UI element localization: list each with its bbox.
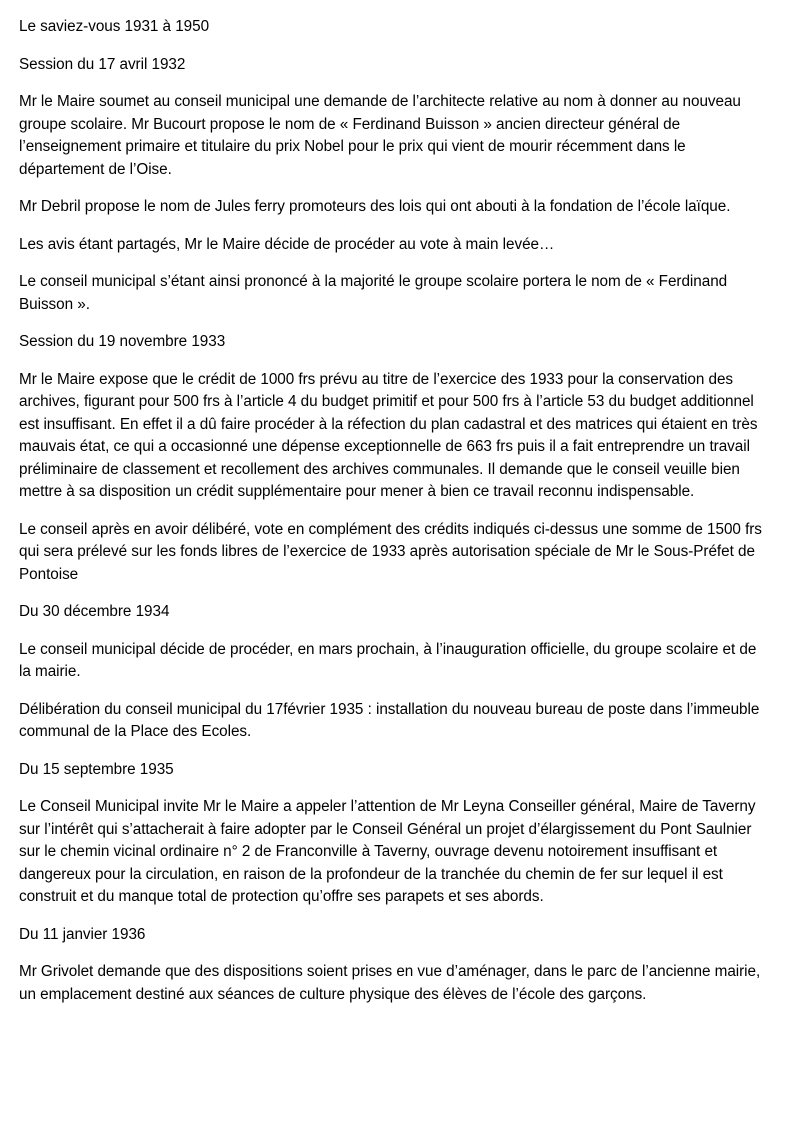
paragraph: Les avis étant partagés, Mr le Maire décide de procéder au vote à main levée… [19,235,555,253]
paragraph: Le conseil après en avoir délibéré, vote en complément des crédits indiqués ci-dessus une somme de 1500 frs qui sera prélevé sur les fonds libres de l’exercice de 1933 après autorisation spéciale de Mr le Sous-Préfet de Pontoise [19,520,762,583]
session-heading: Session du 19 novembre 1933 [19,333,226,350]
document-page [19,16,771,1021]
session-heading: Du 11 janvier 1936 [19,925,146,943]
paragraph: Le conseil municipal s’étant ainsi prononcé à la majorité le groupe scolaire portera le nom de « Ferdinand Buisson ». [19,273,728,313]
paragraph: Mr le Maire expose que le crédit de 1000 frs prévu au titre de l’exercice des 1933 pour la conservation des archives, figurant pour 500 frs à l’article 4 du budget primitif et pour 500 frs à l’article 53 du budget additionnel est insuffisant. En effet il a dû faire procéder à la réfection du plan cadastral et des matrices qui étaient en très mauvais état, ce qui a occasionné une dépense exceptionnelle de 663 frs puis il a fait entreprendre un travail préliminaire de classement et recollement des archives communales. Il demande que le conseil veuille bien mettre à sa disposition un crédit supplémentaire pour mener à bien ce travail reconnu indispensable. [19,370,758,500]
paragraph: Le conseil municipal décide de procéder, en mars prochain, à l’inauguration officielle, du groupe scolaire et de la mairie. [19,640,757,680]
session-heading: Session du 17 avril 1932 [19,55,186,73]
paragraph: Délibération du conseil municipal du 17février 1935 : installation du nouveau bureau de poste dans l’immeuble communal de la Place des Ecoles. [19,700,760,740]
document-title: Le saviez-vous 1931 à 1950 [19,18,210,35]
paragraph: Mr Grivolet demande que des dispositions soient prises en vue d’aménager, dans le parc de l’ancienne mairie, un emplacement destiné aux séances de culture physique des élèves de l’école des garçons. [19,963,761,1003]
session-heading: Du 15 septembre 1935 [19,760,174,778]
paragraph: Mr le Maire soumet au conseil municipal une demande de l’architecte relative au nom à donner au nouveau groupe scolaire. Mr Bucourt propose le nom de « Ferdinand Buisson » ancien directeur général de l’enseignement primaire et titulaire du prix Nobel pour le prix qui vient de mourir récemment dans le département de l’Oise. [19,93,741,178]
paragraph: Le Conseil Municipal invite Mr le Maire a appeler l’attention de Mr Leyna Conseiller général, Maire de Taverny sur l’intérêt qui s’attacherait à faire adopter par le Conseil Général un projet d’élargissement du Pont Saulnier sur le chemin vicinal ordinaire n° 2 de Franconville à Taverny, ouvrage devenu notoirement insuffisant et dangereux pour la circulation, en raison de la profondeur de la tranchée du chemin de fer sur lequel il est construit et du manque total de protection qu’offre ses parapets et ses abords. [19,798,756,905]
session-heading: Du 30 décembre 1934 [19,603,170,620]
paragraph: Mr Debril propose le nom de Jules ferry promoteurs des lois qui ont abouti à la fondation de l’école laïque. [19,198,731,215]
